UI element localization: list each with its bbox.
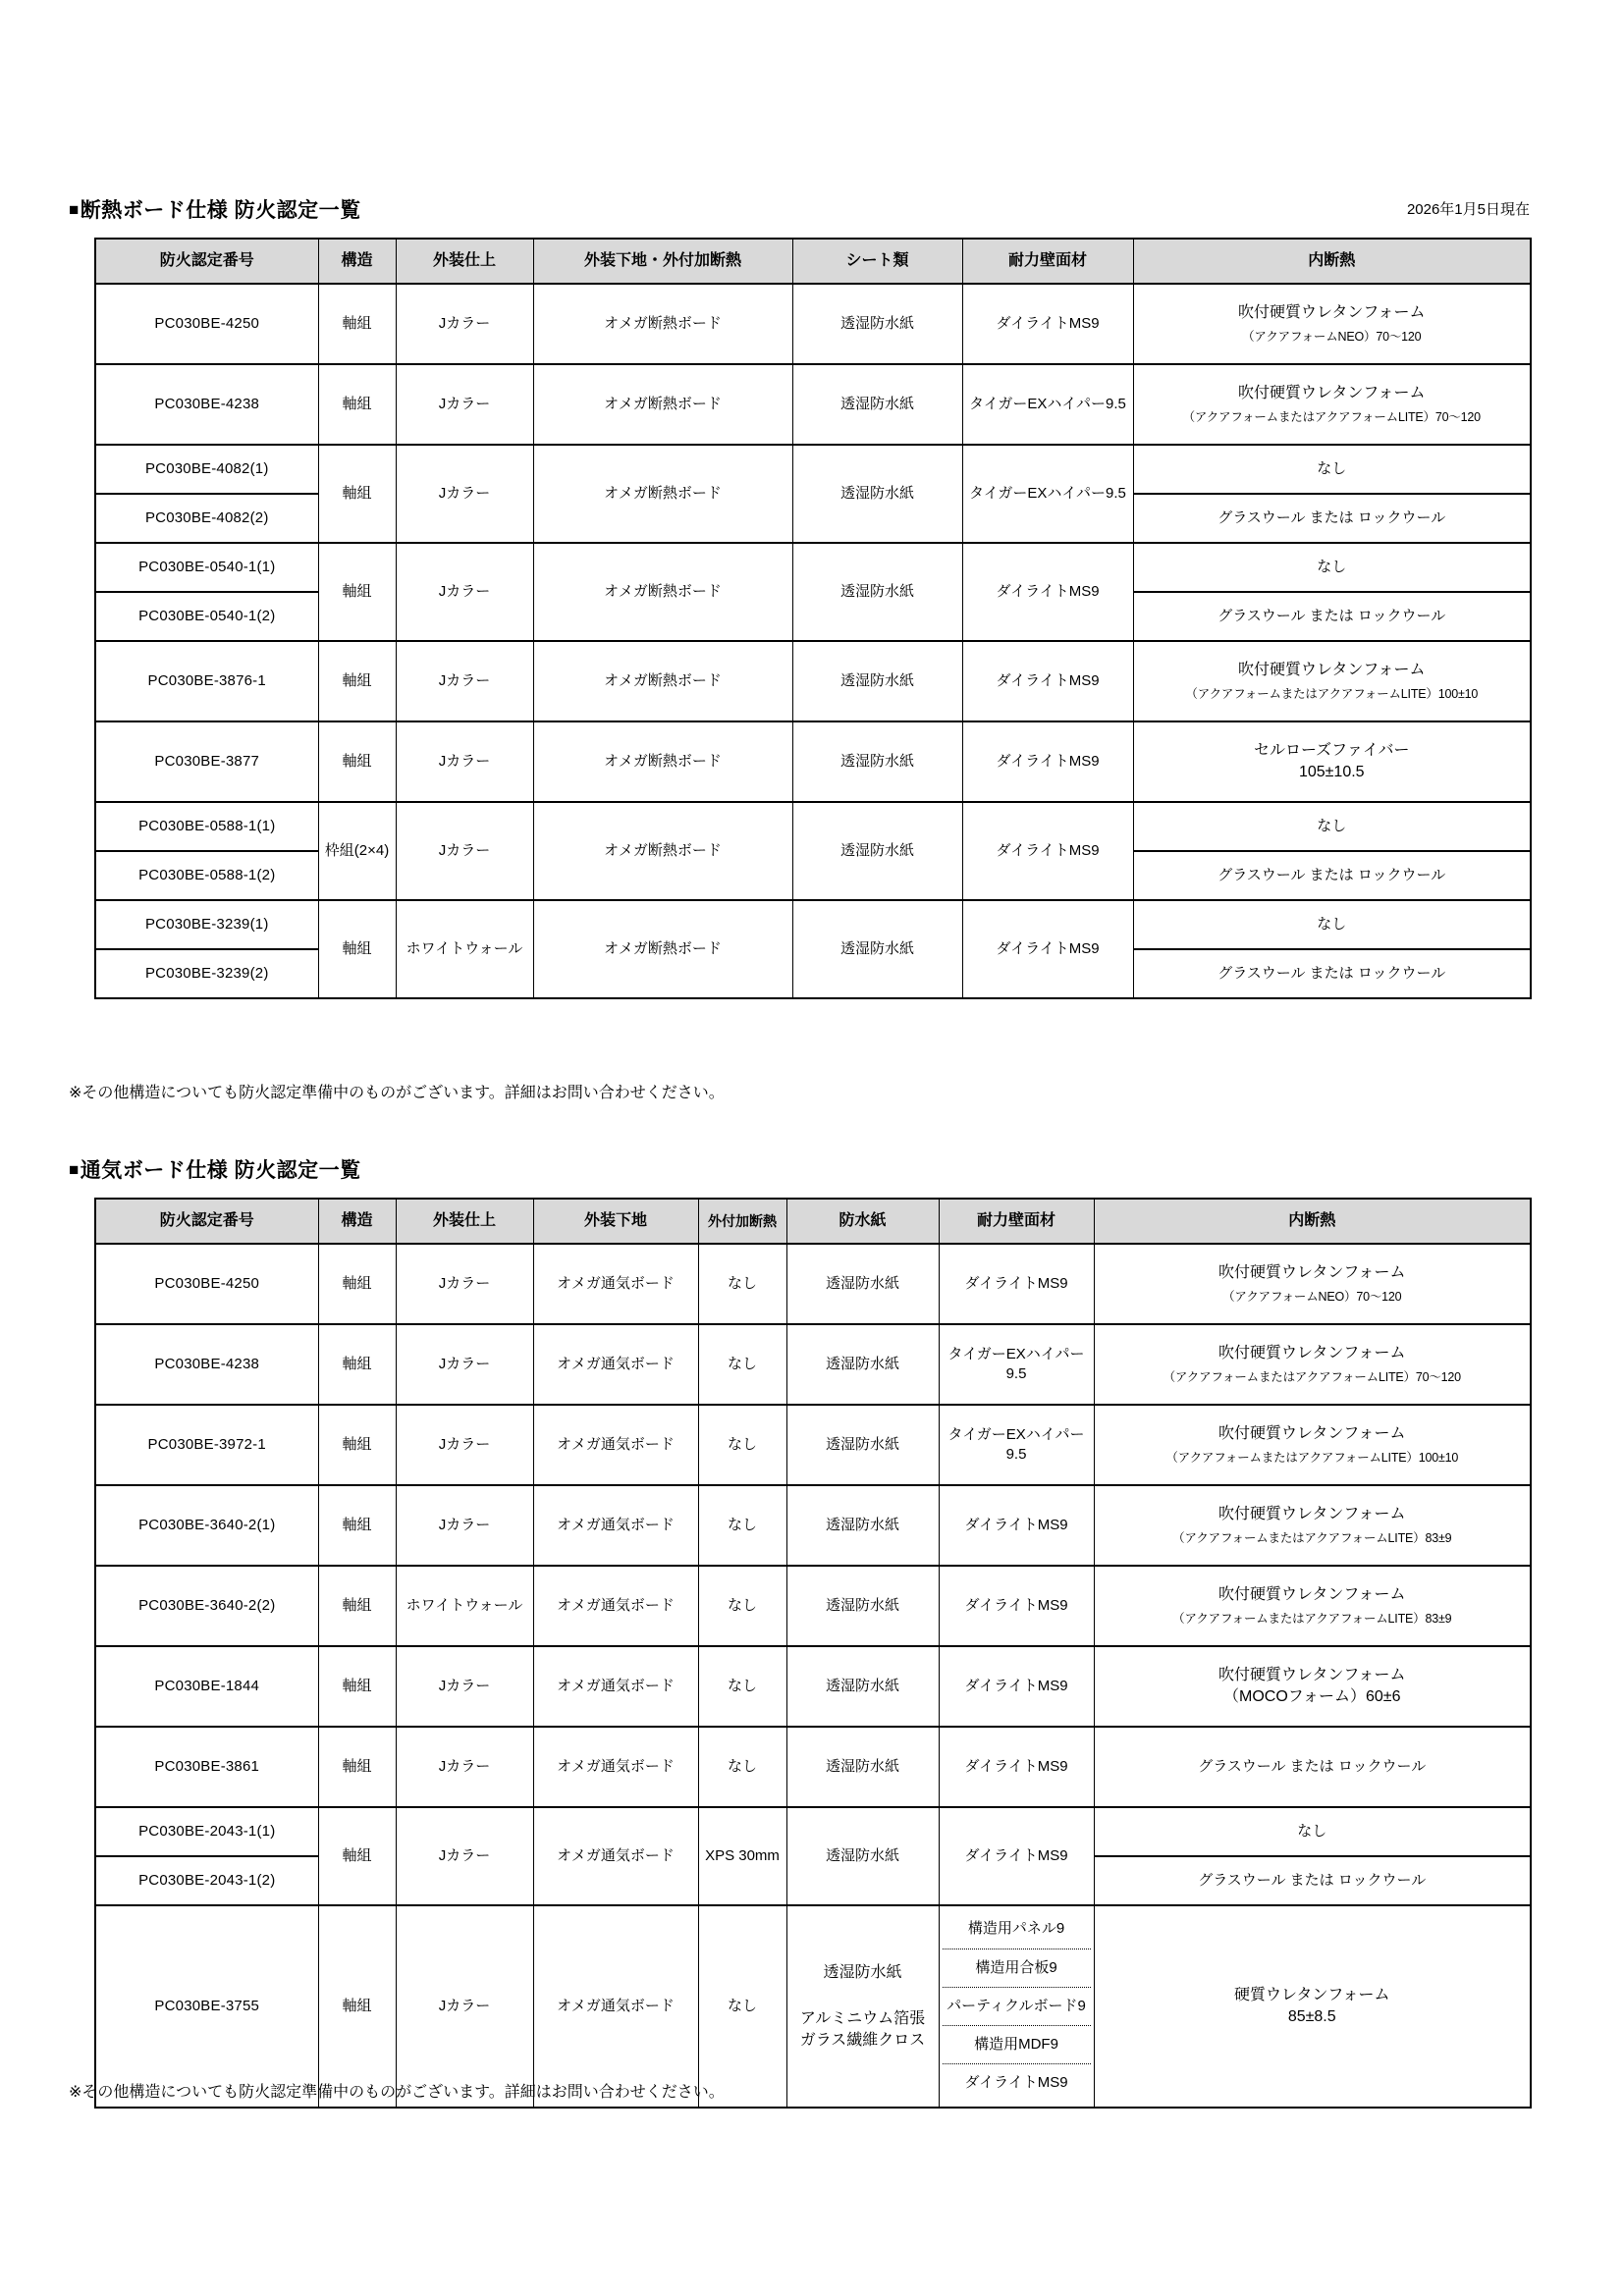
cell-structure: 軸組 (318, 364, 396, 445)
cell-sheet: 透湿防水紙 (792, 543, 962, 641)
cell-structure: 軸組 (318, 721, 396, 802)
cell-code: PC030BE-3972-1 (95, 1405, 318, 1485)
cell-inner-insulation: グラスウール または ロックウール (1133, 494, 1531, 543)
footnote-1: ※その他構造についても防火認定準備中のものがございます。詳細はお問い合わせください。 (69, 1085, 725, 1101)
cell-bearing-wall: タイガーEXハイパー9.5 (939, 1324, 1094, 1405)
cell-sheet: 透湿防水紙 (792, 641, 962, 721)
th-inner-insulation: 内断熱 (1094, 1199, 1531, 1244)
cell-exterior-finish: Jカラー (396, 802, 533, 900)
cell-code: PC030BE-4082(2) (95, 494, 318, 543)
cell-sheet: 透湿防水紙 (792, 364, 962, 445)
cell-structure: 軸組 (318, 1807, 396, 1905)
cell-structure: 軸組 (318, 641, 396, 721)
section-2-title (69, 1154, 361, 1184)
footnote-2: ※その他構造についても防火認定準備中のものがございます。詳細はお問い合わせください。 (69, 2084, 725, 2101)
table-row (95, 802, 1531, 851)
cell-code: PC030BE-4250 (95, 1244, 318, 1324)
cell-waterproof: 透湿防水紙 (786, 1324, 939, 1405)
inner-sub: （アクアフォームまたはアクアフォームLITE）83±9 (1172, 1612, 1452, 1627)
cell-inner-insulation (1133, 721, 1531, 802)
th-structure: 構造 (318, 239, 396, 284)
cell-inner-insulation: グラスウール または ロックウール (1094, 1727, 1531, 1807)
cell-bearing-wall: ダイライトMS9 (962, 900, 1133, 998)
cell-structure: 軸組 (318, 1727, 396, 1807)
inner-sub: （アクアフォームまたはアクアフォームLITE）70～120 (1182, 410, 1481, 425)
th-exterior-base: 外装下地 (533, 1199, 698, 1244)
cell-exterior-base: オメガ通気ボード (533, 1405, 698, 1485)
cell-structure: 軸組 (318, 900, 396, 998)
cell-exterior-base: オメガ通気ボード (533, 1244, 698, 1324)
table-row (95, 1807, 1531, 1856)
cell-exterior-base: オメガ断熱ボード (533, 543, 792, 641)
th-exterior-base: 外装下地・外付加断熱 (533, 239, 792, 284)
cell-structure: 軸組 (318, 1244, 396, 1324)
cell-inner-insulation (1094, 1405, 1531, 1485)
cell-inner-insulation (1094, 1244, 1531, 1324)
cell-inner-insulation: グラスウール または ロックウール (1133, 851, 1531, 900)
cell-bearing-wall: ダイライトMS9 (962, 802, 1133, 900)
cell-exterior-base: オメガ通気ボード (533, 1485, 698, 1566)
table-insulation-board (94, 238, 1532, 999)
cell-exterior-base: オメガ通気ボード (533, 1727, 698, 1807)
inner-sub: （アクアフォームまたはアクアフォームLITE）100±10 (1165, 1451, 1459, 1466)
bullet-marker-icon: ■ (69, 1160, 80, 1179)
inner-main: セルローズファイバー (1253, 742, 1410, 760)
section-2-title-text: 通気ボード仕様 防火認定一覧 (80, 1159, 361, 1182)
cell-code: PC030BE-4082(1) (95, 445, 318, 494)
cell-outer-insulation: なし (698, 1324, 786, 1405)
cell-sheet: 透湿防水紙 (792, 445, 962, 543)
inner-main: 吹付硬質ウレタンフォーム (1217, 1585, 1406, 1603)
cell-bearing-wall: ダイライトMS9 (939, 1727, 1094, 1807)
table-row (95, 900, 1531, 949)
cell-bearing-wall: タイガーEXハイパー9.5 (962, 364, 1133, 445)
cell-exterior-finish: Jカラー (396, 1324, 533, 1405)
cell-exterior-finish: ホワイトウォール (396, 1566, 533, 1646)
cell-structure: 軸組 (318, 1905, 396, 2108)
cell-code: PC030BE-0540-1(2) (95, 592, 318, 641)
table-row (95, 721, 1531, 802)
cell-outer-insulation: なし (698, 1905, 786, 2108)
cell-exterior-base: オメガ断熱ボード (533, 641, 792, 721)
section-2-header (69, 1154, 1530, 1188)
cell-inner-insulation: グラスウール または ロックウール (1133, 592, 1531, 641)
section-1-title (69, 194, 361, 224)
table-row (95, 1244, 1531, 1324)
cell-bearing-wall: タイガーEXハイパー9.5 (962, 445, 1133, 543)
cell-waterproof (786, 1905, 939, 2108)
inner-main: 吹付硬質ウレタンフォーム (1217, 1263, 1406, 1281)
cell-bearing-wall: ダイライトMS9 (939, 1807, 1094, 1905)
inner-main: 硬質ウレタンフォーム (1233, 1987, 1390, 2004)
th-code: 防火認定番号 (95, 239, 318, 284)
cell-structure: 軸組 (318, 1566, 396, 1646)
cell-exterior-base: オメガ通気ボード (533, 1646, 698, 1727)
cell-inner-insulation (1133, 284, 1531, 364)
cell-inner-insulation: なし (1133, 543, 1531, 592)
cell-sheet: 透湿防水紙 (792, 284, 962, 364)
cell-structure: 軸組 (318, 284, 396, 364)
th-exterior-finish: 外装仕上 (396, 239, 533, 284)
cell-inner-insulation (1094, 1485, 1531, 1566)
cell-structure: 軸組 (318, 1485, 396, 1566)
section-1-header (69, 194, 1530, 228)
cell-structure: 軸組 (318, 445, 396, 543)
waterproof-sub1: アルミニウム箔張 (799, 2010, 926, 2028)
cell-bearing-wall: ダイライトMS9 (939, 1566, 1094, 1646)
cell-inner-insulation (1133, 641, 1531, 721)
cell-bearing-wall: ダイライトMS9 (962, 284, 1133, 364)
section-1-title-text: 断熱ボード仕様 防火認定一覧 (80, 199, 361, 222)
table-row (95, 284, 1531, 364)
bearing-wall-item: 構造用パネル9 (943, 1910, 1091, 1949)
table-row (95, 1324, 1531, 1405)
cell-inner-insulation (1094, 1324, 1531, 1405)
inner-sub: （アクアフォームNEO）70～120 (1242, 330, 1422, 345)
cell-waterproof: 透湿防水紙 (786, 1485, 939, 1566)
table-row (95, 543, 1531, 592)
table-row (95, 1727, 1531, 1807)
inner-main: 吹付硬質ウレタンフォーム (1217, 1505, 1406, 1522)
cell-bearing-wall-list (939, 1905, 1094, 2108)
section-insulation-board (69, 194, 1530, 999)
cell-code: PC030BE-0588-1(2) (95, 851, 318, 900)
inner-main: 吹付硬質ウレタンフォーム (1217, 1424, 1406, 1442)
table-row (95, 1405, 1531, 1485)
cell-exterior-finish: Jカラー (396, 1807, 533, 1905)
cell-structure: 軸組 (318, 1324, 396, 1405)
th-inner-insulation: 内断熱 (1133, 239, 1531, 284)
inner-sub: （アクアフォームNEO）70～120 (1222, 1290, 1402, 1305)
cell-exterior-base: オメガ断熱ボード (533, 721, 792, 802)
inner-sub2: 85±8.5 (1287, 2008, 1336, 2025)
cell-structure: 軸組 (318, 543, 396, 641)
inner-main: 吹付硬質ウレタンフォーム (1217, 1344, 1406, 1362)
cell-exterior-finish: Jカラー (396, 445, 533, 543)
cell-waterproof: 透湿防水紙 (786, 1727, 939, 1807)
inner-sub2: （MOCOフォーム）60±6 (1223, 1688, 1401, 1705)
cell-exterior-base: オメガ通気ボード (533, 1807, 698, 1905)
cell-exterior-finish: Jカラー (396, 1405, 533, 1485)
cell-code: PC030BE-2043-1(2) (95, 1856, 318, 1905)
cell-bearing-wall: ダイライトMS9 (939, 1485, 1094, 1566)
cell-code: PC030BE-4250 (95, 284, 318, 364)
cell-code: PC030BE-4238 (95, 364, 318, 445)
cell-waterproof: 透湿防水紙 (786, 1244, 939, 1324)
table-row (95, 364, 1531, 445)
th-bearing-wall: 耐力壁面材 (962, 239, 1133, 284)
cell-bearing-wall: ダイライトMS9 (962, 641, 1133, 721)
cell-outer-insulation: なし (698, 1646, 786, 1727)
cell-inner-insulation: なし (1133, 900, 1531, 949)
cell-waterproof: 透湿防水紙 (786, 1566, 939, 1646)
cell-sheet: 透湿防水紙 (792, 721, 962, 802)
cell-exterior-finish: Jカラー (396, 364, 533, 445)
waterproof-sub2: ガラス繊維クロス (799, 2031, 926, 2049)
table-row (95, 1646, 1531, 1727)
cell-code: PC030BE-3877 (95, 721, 318, 802)
inner-sub: （アクアフォームまたはアクアフォームLITE）100±10 (1185, 687, 1479, 702)
inner-main: 吹付硬質ウレタンフォーム (1217, 1667, 1406, 1684)
cell-waterproof: 透湿防水紙 (786, 1646, 939, 1727)
bearing-wall-item: パーティクルボード9 (943, 1988, 1091, 2026)
cell-code: PC030BE-0540-1(1) (95, 543, 318, 592)
cell-code: PC030BE-3876-1 (95, 641, 318, 721)
cell-inner-insulation (1133, 364, 1531, 445)
cell-exterior-base: オメガ通気ボード (533, 1905, 698, 2108)
cell-sheet: 透湿防水紙 (792, 802, 962, 900)
cell-exterior-finish: ホワイトウォール (396, 900, 533, 998)
cell-outer-insulation: XPS 30mm (698, 1807, 786, 1905)
table-row (95, 445, 1531, 494)
cell-code: PC030BE-3861 (95, 1727, 318, 1807)
table-row (95, 641, 1531, 721)
bearing-wall-item: 構造用合板9 (943, 1949, 1091, 1988)
cell-outer-insulation: なし (698, 1727, 786, 1807)
cell-inner-insulation: なし (1094, 1807, 1531, 1856)
table-2-header-row (95, 1199, 1531, 1244)
cell-exterior-finish: Jカラー (396, 1646, 533, 1727)
cell-outer-insulation: なし (698, 1244, 786, 1324)
cell-inner-insulation (1094, 1646, 1531, 1727)
cell-inner-insulation: なし (1133, 445, 1531, 494)
th-sheet: シート類 (792, 239, 962, 284)
bearing-wall-item: 構造用MDF9 (943, 2026, 1091, 2064)
cell-sheet: 透湿防水紙 (792, 900, 962, 998)
cell-code: PC030BE-3640-2(1) (95, 1485, 318, 1566)
waterproof-main: 透湿防水紙 (823, 1963, 902, 1981)
cell-exterior-finish: Jカラー (396, 1244, 533, 1324)
cell-exterior-base: オメガ断熱ボード (533, 802, 792, 900)
cell-code: PC030BE-0588-1(1) (95, 802, 318, 851)
cell-bearing-wall: ダイライトMS9 (939, 1244, 1094, 1324)
th-bearing-wall: 耐力壁面材 (939, 1199, 1094, 1244)
cell-code: PC030BE-3239(2) (95, 949, 318, 998)
inner-sub2: 105±10.5 (1298, 764, 1365, 780)
cell-exterior-finish: Jカラー (396, 721, 533, 802)
cell-structure: 軸組 (318, 1646, 396, 1727)
inner-main: 吹付硬質ウレタンフォーム (1237, 384, 1426, 401)
table-row (95, 1485, 1531, 1566)
cell-code: PC030BE-3640-2(2) (95, 1566, 318, 1646)
cell-inner-insulation: グラスウール または ロックウール (1133, 949, 1531, 998)
cell-outer-insulation: なし (698, 1566, 786, 1646)
cell-exterior-base: オメガ断熱ボード (533, 900, 792, 998)
table-ventilation-board (94, 1198, 1532, 2109)
cell-exterior-base: オメガ通気ボード (533, 1566, 698, 1646)
cell-code: PC030BE-3755 (95, 1905, 318, 2108)
cell-exterior-finish: Jカラー (396, 543, 533, 641)
th-outer-insulation: 外付加断熱 (698, 1199, 786, 1244)
th-structure: 構造 (318, 1199, 396, 1244)
section-ventilation-board (69, 1154, 1530, 2109)
cell-outer-insulation: なし (698, 1405, 786, 1485)
cell-bearing-wall: ダイライトMS9 (962, 721, 1133, 802)
cell-exterior-base: オメガ断熱ボード (533, 364, 792, 445)
cell-waterproof: 透湿防水紙 (786, 1807, 939, 1905)
cell-bearing-wall: ダイライトMS9 (939, 1646, 1094, 1727)
cell-structure: 枠組(2×4) (318, 802, 396, 900)
inner-main: 吹付硬質ウレタンフォーム (1237, 303, 1426, 321)
cell-code: PC030BE-1844 (95, 1646, 318, 1727)
cell-code: PC030BE-4238 (95, 1324, 318, 1405)
cell-exterior-base: オメガ断熱ボード (533, 445, 792, 543)
cell-exterior-base: オメガ通気ボード (533, 1324, 698, 1405)
inner-sub: （アクアフォームまたはアクアフォームLITE）70～120 (1163, 1370, 1461, 1385)
bearing-wall-item: ダイライトMS9 (964, 2074, 1068, 2092)
cell-exterior-finish: Jカラー (396, 1727, 533, 1807)
cell-code: PC030BE-3239(1) (95, 900, 318, 949)
bullet-marker-icon: ■ (69, 200, 80, 219)
cell-inner-insulation: なし (1133, 802, 1531, 851)
cell-inner-insulation: グラスウール または ロックウール (1094, 1856, 1531, 1905)
cell-inner-insulation (1094, 1566, 1531, 1646)
cell-inner-insulation (1094, 1905, 1531, 2108)
cell-bearing-wall: ダイライトMS9 (962, 543, 1133, 641)
th-waterproof: 防水紙 (786, 1199, 939, 1244)
cell-waterproof: 透湿防水紙 (786, 1405, 939, 1485)
cell-exterior-base: オメガ断熱ボード (533, 284, 792, 364)
table-row (95, 1566, 1531, 1646)
th-code: 防火認定番号 (95, 1199, 318, 1244)
table-1-header-row (95, 239, 1531, 284)
cell-outer-insulation: なし (698, 1485, 786, 1566)
inner-main: 吹付硬質ウレタンフォーム (1237, 661, 1426, 678)
th-exterior-finish: 外装仕上 (396, 1199, 533, 1244)
cell-code: PC030BE-2043-1(1) (95, 1807, 318, 1856)
cell-exterior-finish: Jカラー (396, 1905, 533, 2108)
cell-bearing-wall: タイガーEXハイパー9.5 (939, 1405, 1094, 1485)
as-of-date: 2026年1月5日現在 (1406, 201, 1530, 218)
cell-exterior-finish: Jカラー (396, 1485, 533, 1566)
cell-exterior-finish: Jカラー (396, 284, 533, 364)
cell-exterior-finish: Jカラー (396, 641, 533, 721)
table-row (95, 1905, 1531, 2108)
inner-sub: （アクアフォームまたはアクアフォームLITE）83±9 (1172, 1531, 1452, 1546)
cell-structure: 軸組 (318, 1405, 396, 1485)
